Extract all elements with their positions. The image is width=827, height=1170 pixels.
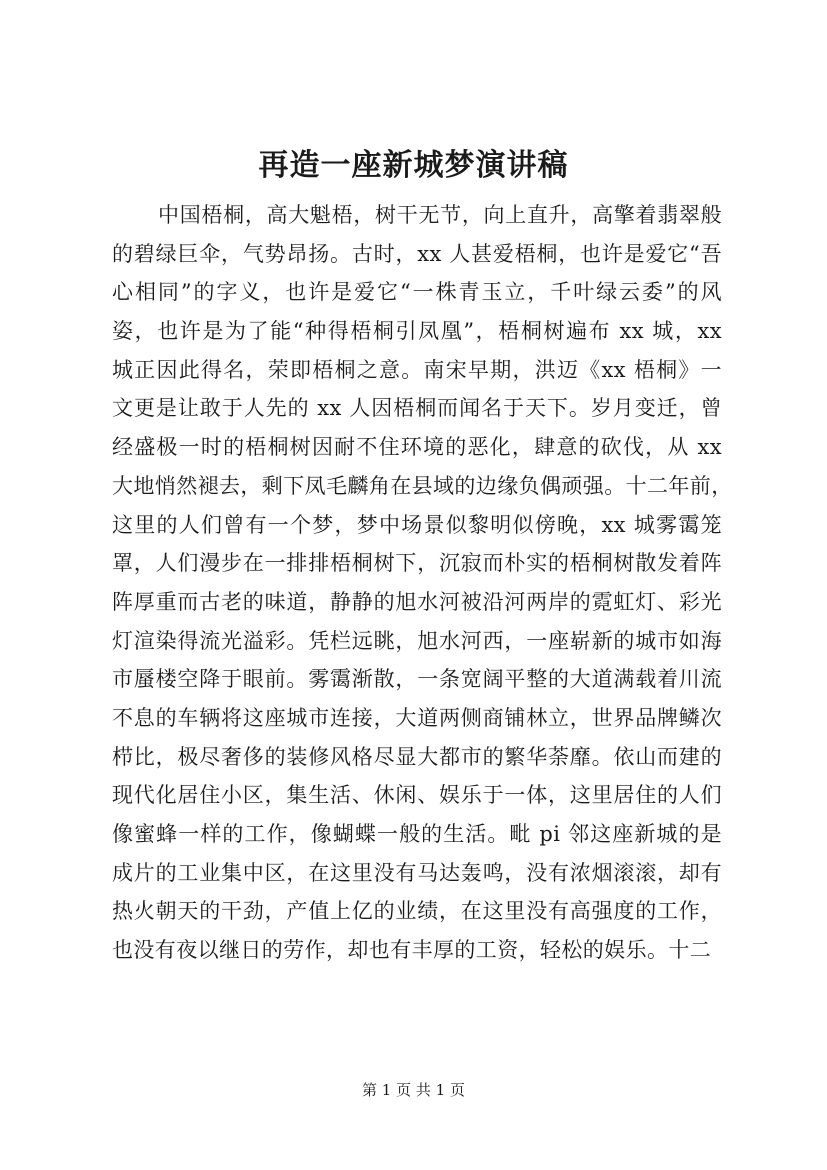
body-line: 阵厚重而古老的味道，静静的旭水河被沿河两岸的霓虹灯、彩光 [112, 589, 722, 614]
body-line: 成片的工业集中区，在这里没有马达轰鸣，没有浓烟滚滚，却有 [112, 860, 722, 885]
body-line: 栉比，极尽奢侈的装修风格尽显大都市的繁华荼靡。依山而建的 [112, 744, 722, 769]
body-line: 大地悄然褪去，剩下凤毛麟角在县域的边缘负偶顽强。十二年前， [112, 473, 733, 498]
body-line: 中国梧桐，高大魁梧，树干无节，向上直升，高擎着翡翠般 [158, 203, 722, 227]
body-line: 文更是让敢于人先的 xx 人因梧桐而闻名于天下。岁月变迁，曾 [112, 396, 722, 421]
body-line: 也没有夜以继日的劳作，却也有丰厚的工资，轻松的娱乐。十二 [112, 938, 712, 963]
body-line: 姿，也许是为了能“种得梧桐引凤凰”，梧桐树遍布 xx 城，xx [112, 319, 722, 344]
document-body [112, 196, 733, 970]
body-line: 像蜜蜂一样的工作，像蝴蝶一般的生活。毗 pi 邻这座新城的是 [112, 822, 722, 846]
body-line: 罩，人们漫步在一排排梧桐树下，沉寂而朴实的梧桐树散发着阵 [112, 551, 722, 576]
page-footer: 第 1 页 共 1 页 [362, 1081, 465, 1099]
body-line: 热火朝天的干劲，产值上亿的业绩，在这里没有高强度的工作， [112, 899, 722, 924]
body-line: 市蜃楼空降于眼前。雾霭渐散，一条宽阔平整的大道满载着川流 [112, 667, 722, 692]
body-line: 灯渲染得流光溢彩。凭栏远眺，旭水河西，一座崭新的城市如海 [112, 628, 722, 653]
body-line: 经盛极一时的梧桐树因耐不住环境的恶化，肆意的砍伐，从 xx [112, 435, 722, 460]
body-line: 现代化居住小区，集生活、休闲、娱乐于一体，这里居住的人们 [112, 783, 722, 808]
document-title: 再造一座新城梦演讲稿 [258, 148, 569, 183]
body-line: 这里的人们曾有一个梦，梦中场景似黎明似傍晚，xx 城雾霭笼 [112, 512, 722, 537]
body-line: 心相同”的字义，也许是爱它“一株青玉立，千叶绿云委”的风 [112, 280, 722, 305]
body-line: 不息的车辆将这座城市连接，大道两侧商铺林立，世界品牌鳞次 [112, 705, 722, 730]
body-line: 城正因此得名，荣即梧桐之意。南宋早期，洪迈《xx 梧桐》一 [112, 357, 722, 382]
body-line: 的碧绿巨伞，气势昂扬。古时，xx 人甚爱梧桐，也许是爱它“吾 [112, 241, 722, 266]
